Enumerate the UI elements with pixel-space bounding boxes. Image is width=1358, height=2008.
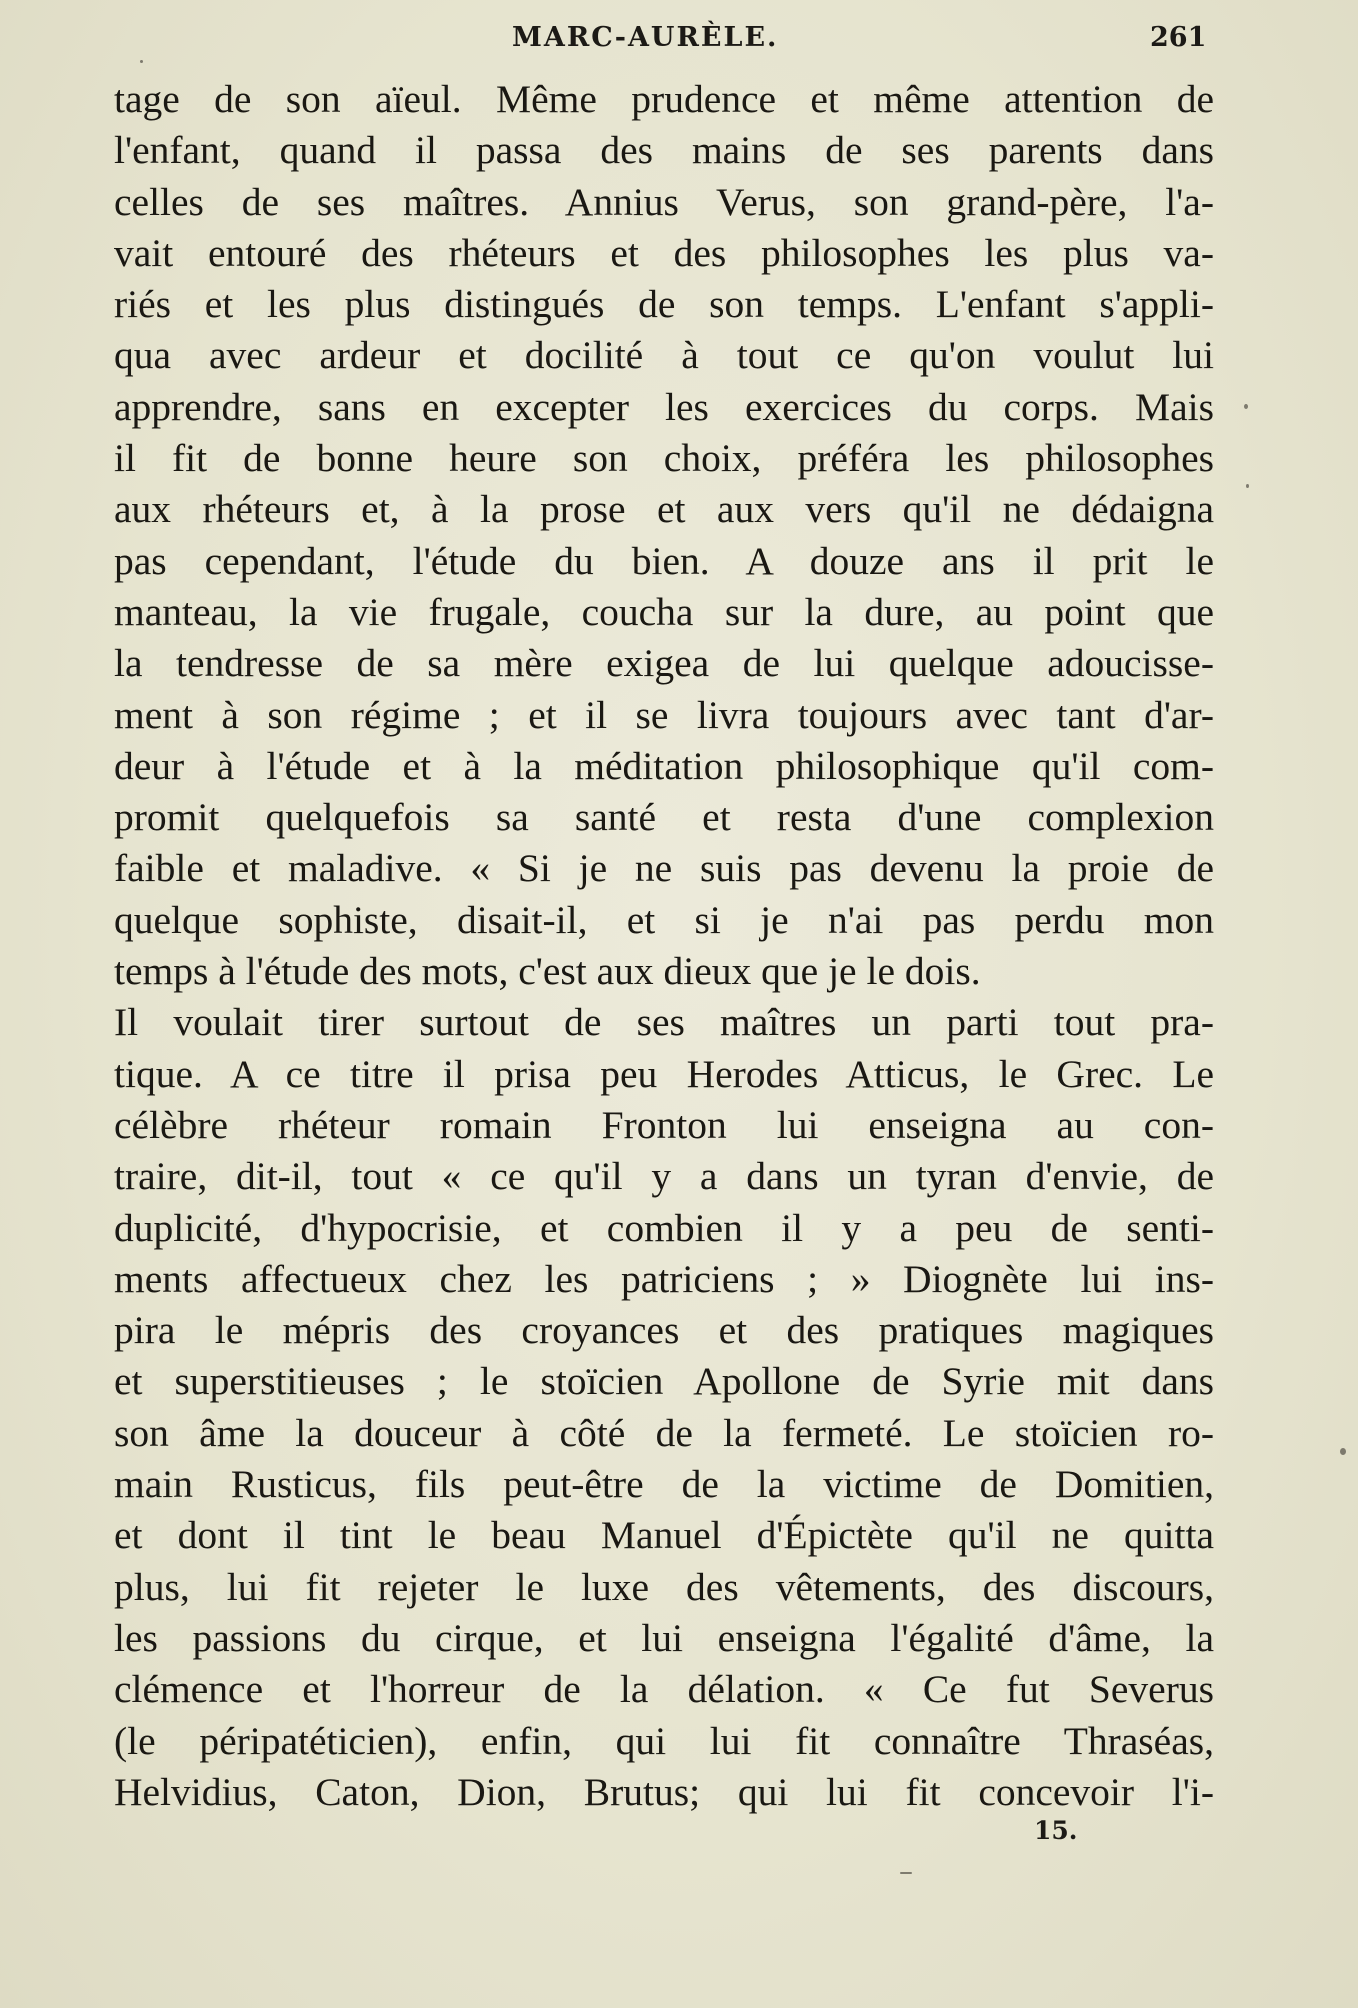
text-line: Il voulait tirer surtout de ses maîtres un parti tout pra- [114,1000,1214,1045]
running-head [0,18,1358,68]
text-line: promit quelquefois sa santé et resta d'une complexion [114,795,1214,840]
paper-speck [140,60,143,63]
text-line: la tendresse de sa mère exigea de lui quelque adoucisse- [114,641,1214,686]
text-line: quelque sophiste, disait-il, et si je n'ai pas perdu mon [114,897,1214,942]
text-line: pira le mépris des croyances et des pratiques magiques [114,1308,1214,1353]
running-head-title: MARC-AURÈLE. [512,22,779,53]
text-line: manteau, la vie frugale, coucha sur la dure, au point que [114,589,1214,634]
text-line: deur à l'étude et à la méditation philosophique qu'il com- [114,743,1214,788]
text-line: faible et maladive. « Si je ne suis pas devenu la proie de [114,846,1214,891]
text-line: ments affectueux chez les patriciens ; » Diognète lui ins- [114,1256,1214,1301]
text-line: tique. A ce titre il prisa peu Herodes Atticus, le Grec. Le [114,1051,1214,1096]
text-line: celles de ses maîtres. Annius Verus, son grand-père, l'a- [114,179,1214,224]
text-line: main Rusticus, fils peut-être de la victime de Domitien, [114,1462,1214,1507]
text-line: Helvidius, Caton, Dion, Brutus; qui lui fit concevoir l'i- [114,1769,1214,1814]
text-line: son âme la douceur à côté de la fermeté. Le stoïcien ro- [114,1410,1214,1455]
text-line: il fit de bonne heure son choix, préféra les philosophes [114,436,1214,481]
text-line: traire, dit-il, tout « ce qu'il y a dans un tyran d'envie, de [114,1154,1214,1199]
text-line: vait entouré des rhéteurs et des philosophes les plus va- [114,230,1214,275]
text-line: aux rhéteurs et, à la prose et aux vers qu'il ne dédaigna [114,487,1214,532]
page-number: 261 [1150,22,1207,53]
text-line: les passions du cirque, et lui enseigna l'égalité d'âme, la [114,1615,1214,1660]
text-line: (le péripatéticien), enfin, qui lui fit connaître Thraséas, [114,1718,1214,1763]
text-line: duplicité, d'hypocrisie, et combien il y a peu de senti- [114,1205,1214,1250]
paper-speck [1340,1448,1346,1455]
signature-mark: 15. [1034,1816,1078,1845]
paper-speck [1246,484,1249,488]
text-line: plus, lui fit rejeter le luxe des vêtements, des discours, [114,1564,1214,1609]
text-line: célèbre rhéteur romain Fronton lui enseigna au con- [114,1102,1214,1147]
text-line: qua avec ardeur et docilité à tout ce qu'on voulut lui [114,333,1214,378]
paper-speck [900,1872,912,1874]
text-line: apprendre, sans en excepter les exercices du corps. Mais [114,384,1214,429]
paper-speck [1244,404,1248,409]
text-line: pas cependant, l'étude du bien. A douze ans il prit le [114,538,1214,583]
text-line: ment à son régime ; et il se livra toujours avec tant d'ar- [114,692,1214,737]
text-line: riés et les plus distingués de son temps. L'enfant s'appli- [114,282,1214,327]
body-text [114,74,1214,1818]
text-line: temps à l'étude des mots, c'est aux dieux que je le dois. [114,949,981,994]
text-line: clémence et l'horreur de la délation. « Ce fut Severus [114,1667,1214,1712]
text-line: et dont il tint le beau Manuel d'Épictète qu'il ne quitta [114,1513,1214,1558]
text-line: l'enfant, quand il passa des mains de ses parents dans [114,128,1214,173]
text-line: et superstitieuses ; le stoïcien Apollone de Syrie mit dans [114,1359,1214,1404]
text-line: tage de son aïeul. Même prudence et même attention de [114,77,1214,121]
